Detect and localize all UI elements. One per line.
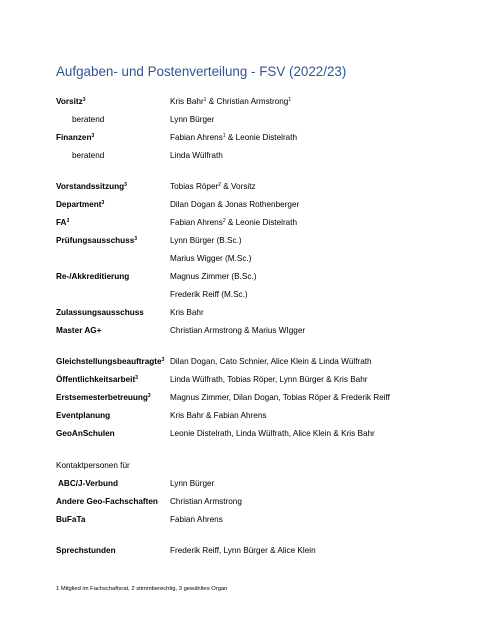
role-label: ABC/J-Verbund [58, 479, 119, 488]
assignee-names: Lynn Bürger [170, 115, 215, 124]
assignee-names: Lynn Bürger [170, 479, 215, 488]
role-label: Öffentlichkeitsarbeit$^3$ [56, 375, 138, 384]
assignee-names: Magnus Zimmer (B.Sc.) [170, 272, 257, 281]
assignee-names: Linda Wülfrath, Tobias Röper, Lynn Bürger & Kris Bahr [170, 375, 368, 384]
assignee-names: Leonie Distelrath, Linda Wülfrath, Alice Klein & Kris Bahr [170, 429, 375, 438]
role-label: GeoAnSchulen [56, 429, 115, 438]
footnote-marker: 3 [161, 357, 165, 363]
footnote-marker: 3 [66, 218, 70, 224]
assignee-names: Tobias Röper$^2$ & Vorsitz [170, 182, 256, 191]
footnote-marker: 3 [147, 393, 151, 399]
footnote-marker: 3 [134, 236, 138, 242]
role-label: Andere Geo-Fachschaften [56, 497, 158, 506]
assignee-names: Magnus Zimmer, Dilan Dogan, Tobias Röper & Frederik Reiff [170, 393, 390, 402]
role-label: Prüfungsausschuss$^3$ [56, 236, 138, 245]
role-label: Department$^3$ [56, 200, 105, 209]
role-label: Gleichstellungsbeauftragte$^3$ [56, 357, 165, 366]
footnote-marker: 1 [288, 97, 292, 103]
role-label: Re-/Akkreditierung [56, 272, 130, 281]
assignee-names: Kris Bahr [170, 308, 204, 317]
footnote-marker: 3 [82, 97, 86, 103]
role-label: Finanzen$^3$ [56, 133, 95, 142]
footnote-marker: 3 [135, 375, 138, 381]
role-label: beratend [72, 115, 105, 124]
footnote-marker: 2 [222, 218, 226, 224]
footnote-marker: 1 [222, 133, 226, 139]
role-label: Vorstandssitzung$^3$ [56, 182, 127, 191]
assignee-names: Fabian Ahrens$^2$ & Leonie Distelrath [170, 218, 298, 227]
assignee-names: Frederik Reiff, Lynn Bürger & Alice Klein [170, 546, 316, 555]
role-label: Sprechstunden [56, 546, 116, 555]
page-title: Aufgaben- und Postenverteilung - FSV (2022/23) [56, 64, 347, 79]
assignee-names: Dilan Dogan, Cato Schnier, Alice Klein & Linda Wülfrath [170, 357, 372, 366]
role-label: Kontaktpersonen für [56, 461, 130, 470]
role-label: Eventplanung [56, 411, 111, 420]
role-label: BuFaTa [56, 515, 86, 524]
assignee-names: Fabian Ahrens [170, 515, 223, 524]
role-label: $FA^3$ [56, 218, 70, 227]
role-label: Zulassungsausschuss [56, 308, 144, 317]
assignee-names: Lynn Bürger (B.Sc.) [170, 236, 242, 245]
assignee-names: Dilan Dogan & Jonas Rothenberger [170, 200, 300, 209]
assignee-names: Frederik Reiff (M.Sc.) [170, 290, 248, 299]
assignee-names: Fabian Ahrens$^1$ & Leonie Distelrath [170, 133, 298, 142]
role-label: Master AG+ [56, 326, 102, 335]
footnote-marker: 3 [91, 133, 95, 139]
assignee-names: Christian Armstrong & Marius WIgger [170, 326, 306, 335]
assignee-names: Marius Wigger (M.Sc.) [170, 254, 252, 263]
role-label: beratend [72, 151, 105, 160]
footnote-marker: 3 [124, 182, 127, 188]
footnote-marker: 1 [203, 97, 207, 103]
role-label: Vorsitz$^3$ [56, 97, 86, 106]
footnote: 1 Mitglied im Fachschaftsrat, 2 stimmberechtig, 3 gewähltes Organ [56, 586, 228, 592]
footnote-marker: 2 [218, 182, 222, 188]
assignee-names: Kris Bahr$^1$ & Christian Armstrong$^1$ [170, 97, 292, 106]
footnote-marker: 3 [101, 200, 105, 206]
assignee-names: Kris Bahr & Fabian Ahrens [170, 411, 267, 420]
assignee-names: Christian Armstrong [170, 497, 242, 506]
assignee-names: Linda Wülfrath [170, 151, 223, 160]
role-label: Erstsemesterbetreuung$^3$ [56, 393, 151, 402]
